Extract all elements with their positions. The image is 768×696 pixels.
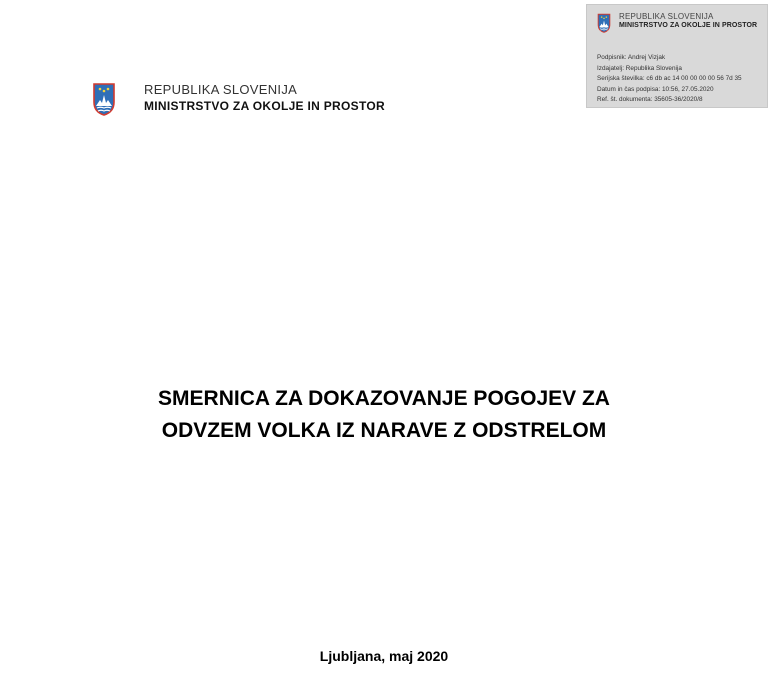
place-date: Ljubljana, maj 2020 [319, 648, 449, 664]
document-header [92, 82, 385, 116]
stamp-document-reference: Ref. št. dokumenta: 35605-36/2020/8 [597, 96, 703, 104]
stamp-header [597, 13, 757, 33]
stamp-signing-date: Datum in čas podpisa: 10:56, 27.05.2020 [597, 85, 714, 93]
slovenia-coat-of-arms-icon [597, 13, 611, 33]
title-line2: ODVZEM VOLKA IZ NARAVE Z ODSTRELOM [161, 419, 607, 442]
document-title [0, 383, 768, 447]
stamp-signer: Podpisnik: Andrej Vizjak [597, 54, 666, 61]
org-line2: MINISTRSTVO ZA OKOLJE IN PROSTOR [144, 99, 385, 113]
stamp-organization [619, 13, 757, 29]
stamp-serial-number: Serijska številka: c6 db ac 14 00 00 00 00 56 7d 35 [597, 75, 742, 83]
digital-signature-stamp [586, 4, 768, 108]
ministry-name [144, 82, 385, 114]
stamp-issuer: Izdajatelj: Republika Slovenija [597, 64, 682, 72]
stamp-org-line2: MINISTRSTVO ZA OKOLJE IN PROSTOR [619, 21, 758, 29]
title-line1: SMERNICA ZA DOKAZOVANJE POGOJEV ZA [158, 387, 610, 410]
slovenia-coat-of-arms-icon [92, 82, 116, 116]
org-line1: REPUBLIKA SLOVENIJA [144, 82, 298, 97]
stamp-org-line1: REPUBLIKA SLOVENIJA [619, 12, 714, 21]
stamp-details [597, 53, 742, 106]
